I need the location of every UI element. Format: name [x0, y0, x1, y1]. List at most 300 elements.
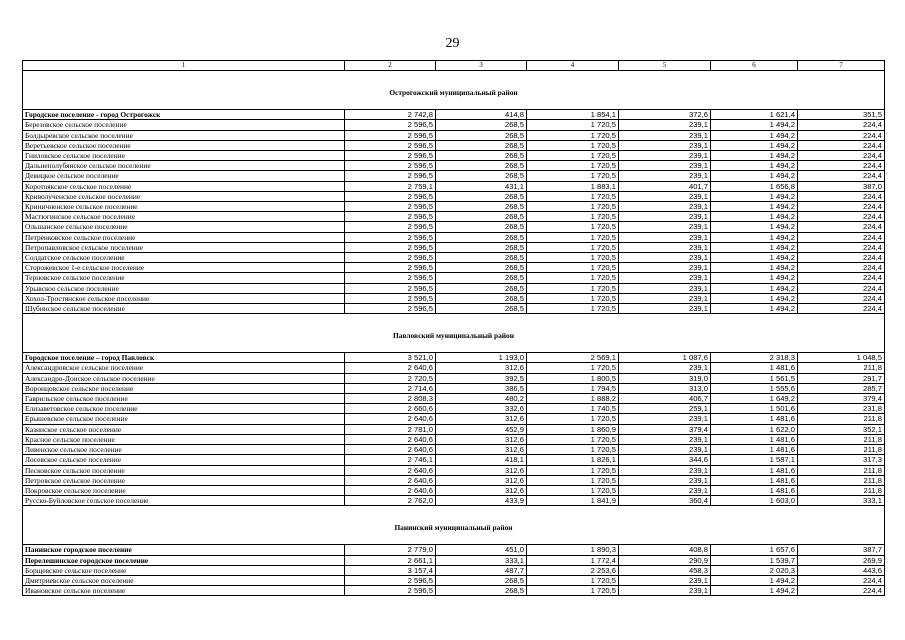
value-cell-col-6: 1 494,2: [711, 212, 798, 222]
value-cell-col-4: 1 720,5: [527, 212, 619, 222]
table-row: [23, 383, 885, 393]
value-cell-col-5: 239,1: [619, 191, 711, 201]
section-title: Павловский муниципальный район: [23, 314, 885, 353]
section-title: Панинский муниципальный район: [23, 506, 885, 545]
table-row: [23, 161, 885, 171]
value-cell-col-2: 2 640,6: [345, 363, 436, 373]
settlement-name: Дмитриевское сельское поселение: [23, 575, 345, 585]
value-cell-col-3: 480,2: [436, 394, 527, 404]
value-cell-col-6: 1 603,0: [711, 496, 798, 506]
value-cell-col-2: 2 779,0: [345, 545, 436, 555]
table-row: [23, 232, 885, 242]
value-cell-col-6: 1 656,8: [711, 181, 798, 191]
value-cell-col-3: 268,5: [436, 140, 527, 150]
value-cell-col-4: 1 720,5: [527, 242, 619, 252]
settlement-name: Воронцовское сельское поселение: [23, 383, 345, 393]
value-cell-col-5: 239,1: [619, 434, 711, 444]
value-cell-col-4: 1 720,5: [527, 120, 619, 130]
value-cell-col-5: 239,1: [619, 475, 711, 485]
value-cell-col-6: 1 494,2: [711, 586, 798, 596]
value-cell-col-7: 224,4: [798, 212, 885, 222]
value-cell-col-5: 239,1: [619, 263, 711, 273]
value-cell-col-7: 211,8: [798, 485, 885, 495]
settlement-name: Александровское сельское поселение: [23, 363, 345, 373]
value-cell-col-4: 1 826,1: [527, 455, 619, 465]
settlement-name: Коротоякское сельское поселение: [23, 181, 345, 191]
value-cell-col-7: 224,4: [798, 273, 885, 283]
settlement-name: Солдатское сельское поселение: [23, 253, 345, 263]
table-row: [23, 545, 885, 555]
value-cell-col-5: 239,1: [619, 363, 711, 373]
value-cell-col-7: 211,8: [798, 475, 885, 485]
value-cell-col-5: 239,1: [619, 140, 711, 150]
value-cell-col-6: 1 494,2: [711, 140, 798, 150]
value-cell-col-6: 1 481,6: [711, 414, 798, 424]
settlement-name: Мастюгинское сельское поселение: [23, 212, 345, 222]
value-cell-col-2: 2 781,0: [345, 424, 436, 434]
value-cell-col-4: 2 569,1: [527, 353, 619, 363]
value-cell-col-4: 1 720,5: [527, 161, 619, 171]
table-row: [23, 485, 885, 495]
value-cell-col-7: 211,8: [798, 434, 885, 444]
value-cell-col-5: 239,1: [619, 304, 711, 314]
settlement-name: Александро-Донское сельское поселение: [23, 373, 345, 383]
value-cell-col-4: 1 740,5: [527, 404, 619, 414]
value-cell-col-6: 1 494,2: [711, 283, 798, 293]
value-cell-col-2: 2 596,5: [345, 242, 436, 252]
value-cell-col-7: 211,8: [798, 445, 885, 455]
table-row: [23, 363, 885, 373]
value-cell-col-7: 231,8: [798, 404, 885, 414]
value-cell-col-2: 2 660,6: [345, 404, 436, 414]
value-cell-col-5: 239,1: [619, 212, 711, 222]
value-cell-col-5: 239,1: [619, 465, 711, 475]
table-row: [23, 222, 885, 232]
value-cell-col-4: 1 720,5: [527, 304, 619, 314]
table-row: [23, 424, 885, 434]
value-cell-col-7: 352,1: [798, 424, 885, 434]
table-row: [23, 555, 885, 565]
table-row: [23, 455, 885, 465]
value-cell-col-3: 332,6: [436, 404, 527, 414]
value-cell-col-6: 1 622,0: [711, 424, 798, 434]
value-cell-col-6: 1 494,2: [711, 293, 798, 303]
value-cell-col-7: 224,4: [798, 575, 885, 585]
value-cell-col-7: 224,4: [798, 222, 885, 232]
value-cell-col-4: 1 720,5: [527, 475, 619, 485]
value-cell-col-2: 2 596,5: [345, 191, 436, 201]
value-cell-col-2: 2 742,8: [345, 110, 436, 120]
value-cell-col-7: 224,4: [798, 130, 885, 140]
value-cell-col-6: 1 494,2: [711, 161, 798, 171]
table-row: [23, 373, 885, 383]
header-col-3: 3: [436, 61, 527, 71]
value-cell-col-7: 387,7: [798, 545, 885, 555]
settlement-name: Покровское сельское поселение: [23, 485, 345, 495]
value-cell-col-4: 1 794,5: [527, 383, 619, 393]
value-cell-col-6: 1 561,5: [711, 373, 798, 383]
value-cell-col-7: 211,8: [798, 363, 885, 373]
data-table: [22, 60, 885, 596]
value-cell-col-2: 2 596,5: [345, 232, 436, 242]
value-cell-col-4: 1 720,5: [527, 586, 619, 596]
settlement-name: Криничненское сельское поселение: [23, 202, 345, 212]
value-cell-col-4: 1 720,5: [527, 293, 619, 303]
settlement-name: Гаврильское сельское поселение: [23, 394, 345, 404]
value-cell-col-5: 239,1: [619, 283, 711, 293]
value-cell-col-7: 224,4: [798, 202, 885, 212]
value-cell-col-5: 239,1: [619, 293, 711, 303]
value-cell-col-4: 1 720,5: [527, 485, 619, 495]
value-cell-col-6: 1 494,2: [711, 191, 798, 201]
table-row: [23, 191, 885, 201]
value-cell-col-2: 2 640,6: [345, 434, 436, 444]
value-cell-col-3: 392,5: [436, 373, 527, 383]
value-cell-col-7: 224,4: [798, 283, 885, 293]
value-cell-col-6: 1 539,7: [711, 555, 798, 565]
table-row: [23, 253, 885, 263]
value-cell-col-7: 333,1: [798, 496, 885, 506]
value-cell-col-7: 285,7: [798, 383, 885, 393]
value-cell-col-2: 2 640,6: [345, 465, 436, 475]
value-cell-col-7: 351,5: [798, 110, 885, 120]
value-cell-col-2: 2 762,0: [345, 496, 436, 506]
value-cell-col-2: 2 714,6: [345, 383, 436, 393]
value-cell-col-3: 268,5: [436, 171, 527, 181]
value-cell-col-4: 1 720,5: [527, 465, 619, 475]
table-row: [23, 465, 885, 475]
value-cell-col-2: 2 596,5: [345, 151, 436, 161]
value-cell-col-4: 2 253,6: [527, 565, 619, 575]
settlement-name: Ерышевское сельское поселение: [23, 414, 345, 424]
table-row: [23, 404, 885, 414]
value-cell-col-3: 312,6: [436, 465, 527, 475]
value-cell-col-2: 2 596,5: [345, 212, 436, 222]
value-cell-col-4: 1 720,5: [527, 414, 619, 424]
value-cell-col-6: 1 494,2: [711, 222, 798, 232]
value-cell-col-3: 268,5: [436, 283, 527, 293]
value-cell-col-5: 239,1: [619, 202, 711, 212]
table-row: [23, 293, 885, 303]
value-cell-col-5: 406,7: [619, 394, 711, 404]
settlement-name: Сторожевское 1-е сельское поселение: [23, 263, 345, 273]
table-row: [23, 353, 885, 363]
value-cell-col-5: 408,8: [619, 545, 711, 555]
settlement-name: Гниловское сельское поселение: [23, 151, 345, 161]
table-row: [23, 496, 885, 506]
value-cell-col-6: 1 494,2: [711, 171, 798, 181]
value-cell-col-4: 1 720,5: [527, 222, 619, 232]
value-cell-col-7: 224,4: [798, 120, 885, 130]
value-cell-col-7: 224,4: [798, 151, 885, 161]
value-cell-col-4: 1 720,5: [527, 151, 619, 161]
value-cell-col-6: 1 481,6: [711, 445, 798, 455]
value-cell-col-2: 2 596,5: [345, 140, 436, 150]
value-cell-col-6: 1 494,2: [711, 202, 798, 212]
value-cell-col-6: 1 621,4: [711, 110, 798, 120]
value-cell-col-2: 2 596,5: [345, 293, 436, 303]
value-cell-col-7: 211,8: [798, 414, 885, 424]
value-cell-col-5: 379,4: [619, 424, 711, 434]
value-cell-col-6: 1 481,6: [711, 465, 798, 475]
table-row: [23, 575, 885, 585]
settlement-name: Терновское сельское поселение: [23, 273, 345, 283]
settlement-name: Березовское сельское поселение: [23, 120, 345, 130]
value-cell-col-3: 268,5: [436, 202, 527, 212]
value-cell-col-6: 1 587,1: [711, 455, 798, 465]
value-cell-col-5: 401,7: [619, 181, 711, 191]
value-cell-col-4: 1 720,5: [527, 273, 619, 283]
table-row: [23, 445, 885, 455]
value-cell-col-6: 1 481,6: [711, 485, 798, 495]
value-cell-col-6: 1 494,2: [711, 263, 798, 273]
value-cell-col-2: 2 596,5: [345, 120, 436, 130]
value-cell-col-2: 2 596,5: [345, 283, 436, 293]
value-cell-col-3: 431,1: [436, 181, 527, 191]
value-cell-col-3: 268,5: [436, 130, 527, 140]
value-cell-col-6: 1 481,6: [711, 475, 798, 485]
section-title: Острогожский муниципальный район: [23, 71, 885, 110]
value-cell-col-5: 239,1: [619, 151, 711, 161]
value-cell-col-6: 1 481,6: [711, 434, 798, 444]
header-col-5: 5: [619, 61, 711, 71]
value-cell-col-2: 2 759,1: [345, 181, 436, 191]
value-cell-col-5: 290,9: [619, 555, 711, 565]
settlement-name: Хохол-Тростянское сельское поселение: [23, 293, 345, 303]
value-cell-col-2: 2 596,5: [345, 273, 436, 283]
value-cell-col-5: 239,1: [619, 273, 711, 283]
value-cell-col-3: 414,8: [436, 110, 527, 120]
value-cell-col-5: 239,1: [619, 242, 711, 252]
value-cell-col-6: 1 494,2: [711, 242, 798, 252]
value-cell-col-6: 1 494,2: [711, 120, 798, 130]
value-cell-col-3: 268,5: [436, 586, 527, 596]
value-cell-col-3: 312,6: [436, 445, 527, 455]
value-cell-col-3: 268,5: [436, 304, 527, 314]
value-cell-col-4: 1 720,5: [527, 191, 619, 201]
value-cell-col-2: 2 640,6: [345, 445, 436, 455]
value-cell-col-5: 239,1: [619, 171, 711, 181]
value-cell-col-3: 268,5: [436, 222, 527, 232]
value-cell-col-3: 268,5: [436, 273, 527, 283]
value-cell-col-4: 1 720,5: [527, 283, 619, 293]
value-cell-col-6: 1 494,2: [711, 232, 798, 242]
value-cell-col-6: 1 657,6: [711, 545, 798, 555]
value-cell-col-4: 1 890,3: [527, 545, 619, 555]
settlement-name: Ивановское сельское поселение: [23, 586, 345, 596]
value-cell-col-3: 312,6: [436, 475, 527, 485]
value-cell-col-2: 3 521,0: [345, 353, 436, 363]
value-cell-col-5: 259,1: [619, 404, 711, 414]
value-cell-col-6: 1 555,6: [711, 383, 798, 393]
value-cell-col-5: 239,1: [619, 575, 711, 585]
header-col-4: 4: [527, 61, 619, 71]
settlement-name: Болдыревское сельское поселение: [23, 130, 345, 140]
value-cell-col-2: 2 596,5: [345, 304, 436, 314]
value-cell-col-3: 312,6: [436, 414, 527, 424]
value-cell-col-3: 386,5: [436, 383, 527, 393]
value-cell-col-4: 1 720,5: [527, 171, 619, 181]
value-cell-col-4: 1 772,4: [527, 555, 619, 565]
value-cell-col-3: 312,6: [436, 363, 527, 373]
value-cell-col-5: 1 087,6: [619, 353, 711, 363]
value-cell-col-4: 1 720,5: [527, 202, 619, 212]
value-cell-col-3: 1 193,0: [436, 353, 527, 363]
value-cell-col-5: 239,1: [619, 232, 711, 242]
value-cell-col-7: 224,4: [798, 242, 885, 252]
value-cell-col-5: 239,1: [619, 120, 711, 130]
table-row: [23, 586, 885, 596]
value-cell-col-7: 224,4: [798, 171, 885, 181]
value-cell-col-2: 2 596,5: [345, 586, 436, 596]
value-cell-col-3: 268,5: [436, 575, 527, 585]
value-cell-col-7: 211,8: [798, 465, 885, 475]
value-cell-col-7: 224,4: [798, 161, 885, 171]
value-cell-col-7: 224,4: [798, 232, 885, 242]
settlement-name: Городское поселение – город Павловск: [23, 353, 345, 363]
value-cell-col-4: 1 720,5: [527, 232, 619, 242]
value-cell-col-2: 2 661,1: [345, 555, 436, 565]
value-cell-col-4: 1 841,9: [527, 496, 619, 506]
value-cell-col-4: 1 720,5: [527, 575, 619, 585]
value-cell-col-2: 2 640,6: [345, 475, 436, 485]
settlement-name: Урывское сельское поселение: [23, 283, 345, 293]
value-cell-col-7: 269,9: [798, 555, 885, 565]
settlement-name: Песковское сельское поселение: [23, 465, 345, 475]
settlement-name: Городское поселение - город Острогожск: [23, 110, 345, 120]
value-cell-col-6: 1 494,2: [711, 273, 798, 283]
settlement-name: Красное сельское поселение: [23, 434, 345, 444]
table-row: [23, 120, 885, 130]
table-row: [23, 242, 885, 252]
value-cell-col-3: 268,5: [436, 212, 527, 222]
value-cell-col-2: 3 157,4: [345, 565, 436, 575]
header-col-1: 1: [23, 61, 345, 71]
value-cell-col-5: 239,1: [619, 414, 711, 424]
value-cell-col-7: 379,4: [798, 394, 885, 404]
value-cell-col-5: 313,0: [619, 383, 711, 393]
header-col-7: 7: [798, 61, 885, 71]
value-cell-col-3: 268,5: [436, 120, 527, 130]
section-row: [23, 506, 885, 545]
value-cell-col-5: 239,1: [619, 253, 711, 263]
settlement-name: Петровское сельское поселение: [23, 475, 345, 485]
table-row: [23, 263, 885, 273]
value-cell-col-2: 2 596,5: [345, 253, 436, 263]
value-cell-col-5: 239,1: [619, 445, 711, 455]
value-cell-col-6: 1 494,2: [711, 253, 798, 263]
value-cell-col-7: 224,4: [798, 586, 885, 596]
table-row: [23, 394, 885, 404]
settlement-name: Шубинское сельское поселение: [23, 304, 345, 314]
value-cell-col-2: 2 808,3: [345, 394, 436, 404]
value-cell-col-2: 2 640,6: [345, 485, 436, 495]
value-cell-col-2: 2 640,6: [345, 414, 436, 424]
settlement-name: Лосевское сельское поселение: [23, 455, 345, 465]
header-col-6: 6: [711, 61, 798, 71]
value-cell-col-5: 372,6: [619, 110, 711, 120]
value-cell-col-3: 268,5: [436, 253, 527, 263]
value-cell-col-2: 2 596,5: [345, 130, 436, 140]
value-cell-col-2: 2 596,5: [345, 171, 436, 181]
value-cell-col-6: 1 494,2: [711, 575, 798, 585]
settlement-name: Дальнеполубянское сельское поселение: [23, 161, 345, 171]
table-row: [23, 181, 885, 191]
value-cell-col-7: 317,3: [798, 455, 885, 465]
table-row: [23, 212, 885, 222]
value-cell-col-7: 224,4: [798, 293, 885, 303]
table-row: [23, 110, 885, 120]
settlement-name: Перелешинское городское поселение: [23, 555, 345, 565]
value-cell-col-7: 443,6: [798, 565, 885, 575]
value-cell-col-3: 333,1: [436, 555, 527, 565]
table-row: [23, 130, 885, 140]
value-cell-col-3: 268,5: [436, 293, 527, 303]
value-cell-col-7: 224,4: [798, 191, 885, 201]
settlement-name: Криволученское сельское поселение: [23, 191, 345, 201]
value-cell-col-2: 2 596,5: [345, 575, 436, 585]
settlement-name: Казинское сельское поселение: [23, 424, 345, 434]
value-cell-col-7: 224,4: [798, 304, 885, 314]
table-row: [23, 565, 885, 575]
value-cell-col-5: 239,1: [619, 586, 711, 596]
table-row: [23, 434, 885, 444]
value-cell-col-3: 312,6: [436, 434, 527, 444]
value-cell-col-4: 1 860,9: [527, 424, 619, 434]
value-cell-col-2: 2 596,5: [345, 202, 436, 212]
value-cell-col-6: 1 494,2: [711, 304, 798, 314]
settlement-name: Борщевское сельское поселение: [23, 565, 345, 575]
value-cell-col-7: 224,4: [798, 140, 885, 150]
value-cell-col-3: 451,0: [436, 545, 527, 555]
value-cell-col-5: 319,0: [619, 373, 711, 383]
value-cell-col-6: 1 494,2: [711, 130, 798, 140]
header-col-2: 2: [345, 61, 436, 71]
value-cell-col-4: 1 800,5: [527, 373, 619, 383]
settlement-name: Ольшанское сельское поселение: [23, 222, 345, 232]
section-row: [23, 314, 885, 353]
value-cell-col-2: 2 720,5: [345, 373, 436, 383]
value-cell-col-4: 1 720,5: [527, 445, 619, 455]
table-row: [23, 151, 885, 161]
settlement-name: Веретьевское сельское поселение: [23, 140, 345, 150]
settlement-name: Елизаветовское сельское поселение: [23, 404, 345, 414]
value-cell-col-7: 224,4: [798, 263, 885, 273]
table-row: [23, 283, 885, 293]
value-cell-col-6: 1 494,2: [711, 151, 798, 161]
settlement-name: Русско-Буйловское сельское поселение: [23, 496, 345, 506]
value-cell-col-3: 433,9: [436, 496, 527, 506]
value-cell-col-3: 487,7: [436, 565, 527, 575]
section-row: [23, 71, 885, 110]
value-cell-col-7: 387,0: [798, 181, 885, 191]
value-cell-col-4: 1 854,1: [527, 110, 619, 120]
settlement-name: Панинское городское поселение: [23, 545, 345, 555]
value-cell-col-5: 458,3: [619, 565, 711, 575]
value-cell-col-4: 1 720,5: [527, 253, 619, 263]
value-cell-col-3: 268,5: [436, 232, 527, 242]
table-row: [23, 414, 885, 424]
value-cell-col-3: 268,5: [436, 263, 527, 273]
value-cell-col-3: 312,6: [436, 485, 527, 495]
value-cell-col-4: 1 720,5: [527, 140, 619, 150]
settlement-name: Ливенское сельское поселение: [23, 445, 345, 455]
table-row: [23, 202, 885, 212]
value-cell-col-3: 268,5: [436, 242, 527, 252]
table-row: [23, 171, 885, 181]
value-cell-col-3: 452,9: [436, 424, 527, 434]
value-cell-col-2: 2 596,5: [345, 263, 436, 273]
